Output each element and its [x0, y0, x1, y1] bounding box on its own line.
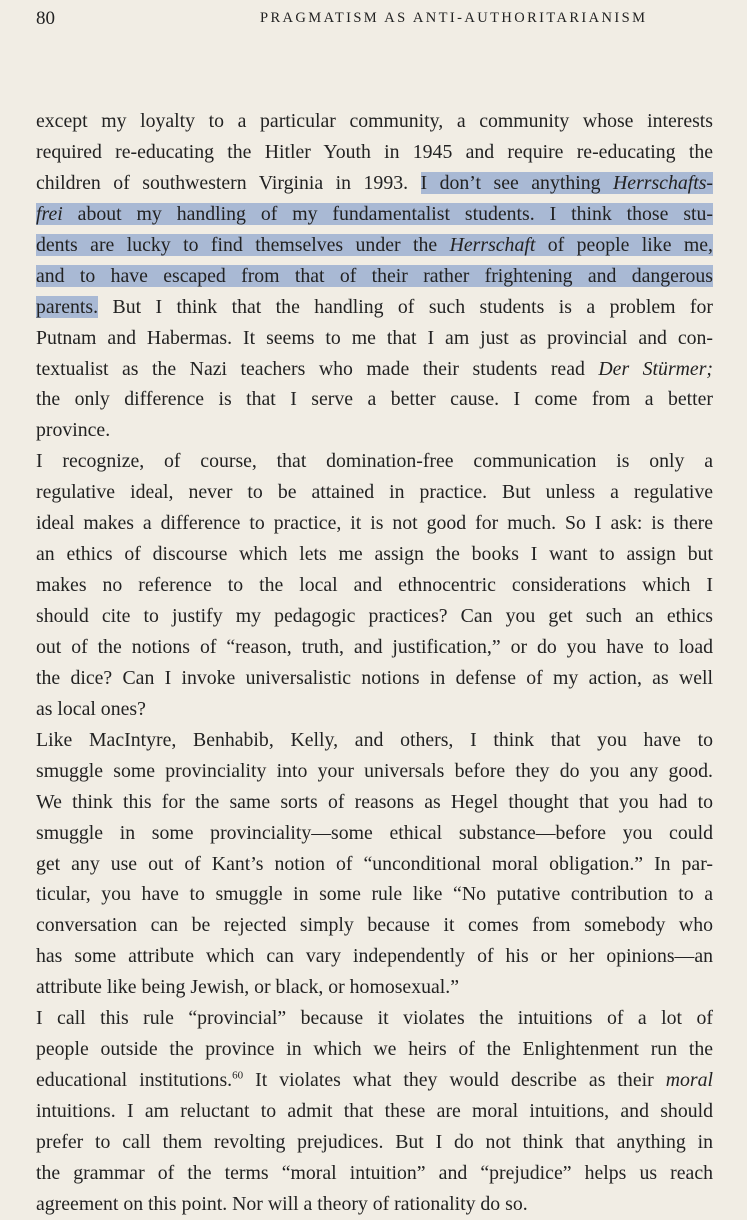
text-line: smuggle in some provinciality—some ethical substance—before you could	[36, 821, 713, 844]
footnote-ref: 60	[232, 1069, 244, 1082]
text-line: ticular, you have to smuggle in some rule like “No putative contribution to a	[36, 883, 713, 906]
running-head	[36, 8, 713, 30]
text-line: the dice? Can I invoke universalistic notions in defense of my action, as well	[36, 666, 713, 689]
text-line: required re-educating the Hitler Youth in 1945 and require re-educating the	[36, 140, 713, 163]
text-line: prefer to call them revolting prejudices. But I do not think that anything in	[36, 1130, 713, 1153]
text-line: get any use out of Kant’s notion of “unconditional moral obligation.” In par-	[36, 852, 713, 875]
highlighted-text: frei about my handling of my fundamentalist students. I think those stu-	[36, 202, 713, 225]
text-line: the grammar of the terms “moral intuition” and “prejudice” helps us reach	[36, 1161, 713, 1184]
text-line	[36, 199, 713, 230]
text-line: except my loyalty to a particular community, a community whose interests	[36, 110, 713, 132]
text-line: agreement on this point. Nor will a theory of rationality do so.	[36, 1192, 528, 1215]
running-title: PRAGMATISM AS ANTI-AUTHORITARIANISM	[260, 10, 648, 26]
text-line: textualist as the Nazi teachers who made their students read Der Stürmer;	[36, 357, 713, 380]
highlighted-text: I don’t see anything Herrschafts-	[420, 171, 713, 194]
text-line: should cite to justify my pedagogic practices? Can you get such an ethics	[36, 605, 713, 627]
text-line: makes no reference to the local and ethnocentric considerations which I	[36, 574, 713, 597]
text-line: Like MacIntyre, Benhabib, Kelly, and others, I think that you have to	[36, 728, 713, 751]
text-line: intuitions. I am reluctant to admit that these are moral intuitions, and should	[36, 1100, 713, 1122]
text-line: regulative ideal, never to be attained in practice. But unless a regulative	[36, 481, 713, 504]
text-line: smuggle some provinciality into your universals before they do you any good.	[36, 759, 713, 782]
text-line: Putnam and Habermas. It seems to me that I am just as provincial and con-	[36, 326, 713, 349]
page-number: 80	[36, 8, 55, 29]
text-line: people outside the province in which we heirs of the Enlightenment run the	[36, 1038, 713, 1061]
text-line: I call this rule “provincial” because it violates the intuitions of a lot of	[36, 1007, 713, 1030]
text-line: out of the notions of “reason, truth, and justification,” or do you have to load	[36, 635, 713, 658]
text-line: conversation can be rejected simply because it comes from somebody who	[36, 914, 713, 937]
text-line	[36, 230, 713, 261]
highlighted-text: and to have escaped from that of their rather frightening and dangerous	[36, 264, 713, 287]
text-line: province.	[36, 419, 111, 442]
text-line: attribute like being Jewish, or black, or homosexual.”	[36, 976, 459, 999]
text-line: parents. But I think that the handling of such students is a problem for	[36, 295, 713, 318]
body-text	[36, 106, 713, 1220]
text-line: has some attribute which can vary independently of his or her opinions—an	[36, 945, 713, 968]
text-line: an ethics of discourse which lets me assign the books I want to assign but	[36, 543, 713, 566]
text-line: I recognize, of course, that domination-free communication is only a	[36, 450, 713, 473]
highlighted-text: dents are lucky to find themselves under the Herrschaft of people like me,	[36, 233, 714, 256]
text-line: We think this for the same sorts of reasons as Hegel thought that you had to	[36, 790, 713, 813]
text-line	[36, 261, 713, 292]
text-line: ideal makes a difference to practice, it is not good for much. So I ask: is there	[36, 512, 713, 535]
text-line: as local ones?	[36, 697, 146, 720]
text-line: the only difference is that I serve a better cause. I come from a better	[36, 388, 713, 411]
highlighted-text: parents.	[36, 295, 99, 318]
text-line: children of southwestern Virginia in 1993. I don’t see anything Herrschafts-	[36, 171, 713, 194]
text-line: educational institutions.$^{60}$ It violates what they would describe as their moral	[36, 1069, 713, 1092]
